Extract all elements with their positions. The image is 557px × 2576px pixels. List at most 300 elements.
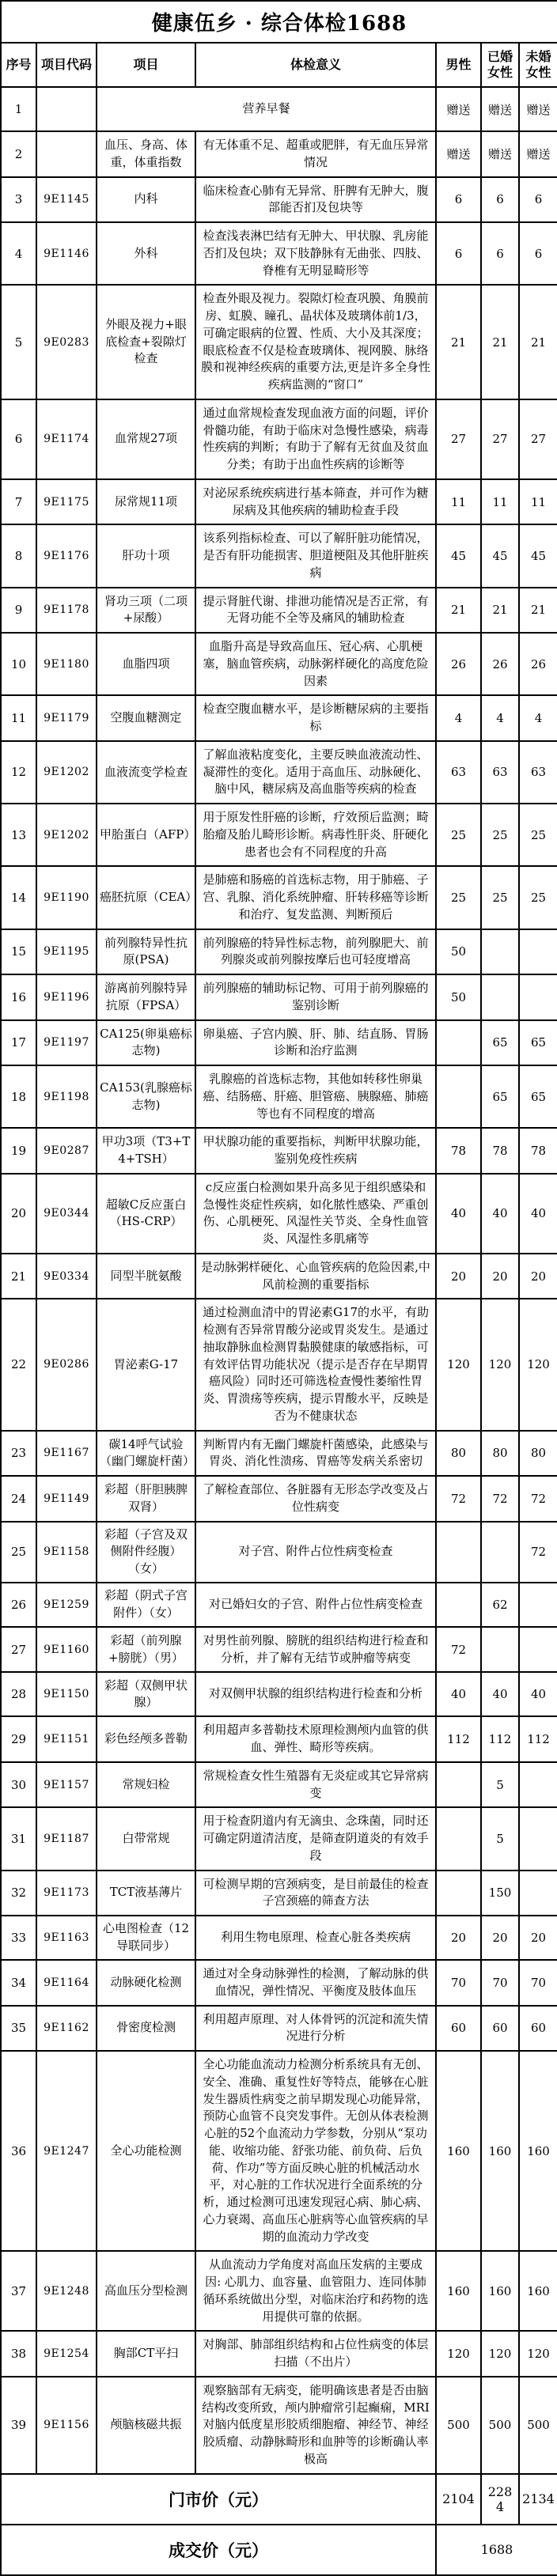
cell-price-married: 5 [481,1807,519,1870]
cell-price-male [436,1065,481,1128]
cell-serial: 33 [1,1916,36,1960]
cell-code: 9E1197 [36,1020,97,1066]
cell-item: 内科 [97,177,195,223]
cell-item: 肝功十项 [97,524,195,587]
cell-price-unmarried [519,1762,557,1808]
cell-meaning: 可检测早期的宫颈病变，是目前最佳的检查子宫颈癌的筛查方法 [195,1871,436,1916]
cell-serial: 25 [1,1522,36,1583]
table-row [1,1431,557,1477]
cell-serial: 14 [1,866,36,929]
cell-item: 骨密度检测 [97,2006,195,2052]
cell-meaning: 了解检查部位、各脏器有无形态学改变及占位性病变 [195,1476,436,1522]
cell-serial: 37 [1,2251,36,2331]
cell-price-unmarried: 65 [519,1065,557,1128]
cell-code: 9E1164 [36,1960,97,2006]
cell-item: 前列腺特异性抗原(PSA) [97,929,195,975]
cell-price-married: 65 [481,1065,519,1128]
cell-serial: 23 [1,1431,36,1477]
cell-price-male: 20 [436,1254,481,1299]
cell-price-unmarried: 160 [519,2251,557,2331]
cell-price-male: 26 [436,633,481,695]
cell-price-male: 60 [436,2006,481,2052]
cell-item: 尿常规11项 [97,479,195,525]
cell-code: 9E1167 [36,1431,97,1477]
cell-meaning: 通过对全身动脉弹性的检测，了解动脉的供血情况，弹性情况、平衡度及肢体血压 [195,1960,436,2006]
cell-code: 9E1149 [36,1476,97,1522]
cell-item: 彩色经颅多普勒 [97,1716,195,1762]
cell-serial: 15 [1,929,36,975]
cell-meaning: 对男性前列腺、膀胱的组织结构进行检查和分析，并了解有无结节或肿瘤等病变 [195,1627,436,1673]
cell-serial: 17 [1,1020,36,1066]
cell-meaning: 利用超声多普勒技术原理检测颅内血管的供血、弹性、畸形等疾病。 [195,1716,436,1762]
cell-meaning: 是动脉粥样硬化、心血管疾病的危险因素,中风前检测的重要指标 [195,1254,436,1299]
table-row [1,1807,557,1870]
cell-meaning: 对子宫、附件占位性病变检查 [195,1522,436,1583]
cell-item: 血液流变学检查 [97,741,195,804]
cell-item: 血常规27项 [97,399,195,479]
retail-price-married: 2284 [481,2474,519,2525]
cell-code: 9E1247 [36,2051,97,2251]
cell-code: 9E1202 [36,804,97,866]
cell-code: 9E0286 [36,1299,97,1430]
cell-meaning: 用于原发性肝癌的诊断，疗效预后监测；畸胎瘤及胎儿畸形诊断。病毒性肝炎、肝硬化患者也会有不同程度的升高 [195,804,436,866]
table-row [1,177,557,223]
cell-code: 9E1180 [36,633,97,695]
cell-code: 9E1151 [36,1716,97,1762]
cell-meaning: 提示肾脏代谢、排泄功能情况是否正常，有无肾功能不全等及痛风的辅助检查 [195,588,436,634]
cell-meaning: 甲状腺功能的重要指标，判断甲状腺功能，鉴别免疫性疾病 [195,1128,436,1174]
cell-price-unmarried: 120 [519,1299,557,1430]
cell-price-male: 72 [436,1627,481,1673]
header-row [1,43,557,87]
cell-meaning: 检查外眼及视力。裂隙灯检查巩膜、角膜前房、虹膜、瞳孔、晶状体及玻璃体前1/3，可确定眼病的位置、性质、大小及其深度；眼底检查不仅是检查玻璃体、视网膜、脉络膜和视神经疾病的重要方法,更是许多全身性疾病监测的“窗口” [195,285,436,399]
column-header-2: 项目 [97,43,195,87]
cell-code: 9E1175 [36,479,97,525]
cell-code: 9E1162 [36,2006,97,2052]
retail-price-unmarried: 2134 [519,2474,557,2525]
cell-price-married: 27 [481,399,519,479]
cell-price-married: 5 [481,1762,519,1808]
cell-price-unmarried: 25 [519,804,557,866]
cell-item: 碳14呼气试验（幽门螺旋杆菌） [97,1431,195,1477]
cell-price-male: 50 [436,929,481,975]
cell-code: 9E1174 [36,399,97,479]
cell-serial: 22 [1,1299,36,1430]
cell-price-unmarried [519,929,557,975]
cell-price-male: 6 [436,222,481,285]
cell-code: 9E0334 [36,1254,97,1299]
cell-price-male: 40 [436,1672,481,1716]
items-body [1,87,557,2474]
cell-price-male [436,1020,481,1066]
column-header-1: 项目代码 [36,43,97,87]
cell-price-unmarried: 20 [519,1916,557,1960]
page-title: 健康伍乡 · 综合体检1688 [1,1,557,43]
cell-serial: 8 [1,524,36,587]
cell-meaning: c反应蛋白检测如果升高多见于组织感染和急慢性炎症性疾病，如化脓性感染、严重创伤、心肌梗死、风湿性关节炎、全身性血管炎、风湿性多肌痛等 [195,1174,436,1254]
table-row [1,2051,557,2251]
cell-item: 白带常规 [97,1807,195,1870]
table-row [1,588,557,634]
cell-serial: 29 [1,1716,36,1762]
cell-item: 彩超（肝胆胰脾双肾） [97,1476,195,1522]
table-row [1,1960,557,2006]
cell-item: 彩超（阴式子宫附件）（女） [97,1583,195,1627]
cell-code: 9E1146 [36,222,97,285]
cell-code: 9E1173 [36,1871,97,1916]
cell-price-married: 25 [481,804,519,866]
cell-price-married: 70 [481,1960,519,2006]
cell-price-married [481,1627,519,1673]
cell-item: 甲功3项（T3+T4+TSH） [97,1128,195,1174]
cell-serial: 35 [1,2006,36,2052]
cell-price-unmarried: 40 [519,1174,557,1254]
cell-code: 9E1150 [36,1672,97,1716]
cell-price-male [436,1522,481,1583]
cell-serial: 7 [1,479,36,525]
cell-price-married: 120 [481,2331,519,2377]
table-row [1,2331,557,2377]
cell-price-male: 11 [436,479,481,525]
title-row [1,1,557,43]
cell-price-male: 72 [436,1476,481,1522]
retail-price-label: 门市价（元） [1,2474,436,2525]
cell-price-male: 4 [436,695,481,741]
cell-price-married: 21 [481,588,519,634]
cell-item: 外科 [97,222,195,285]
cell-price-married: 20 [481,1254,519,1299]
table-row [1,285,557,399]
cell-price-male: 25 [436,866,481,929]
cell-meaning: 对胸部、肺部组织结构和占位性病变的体层扫描（不出片） [195,2331,436,2377]
cell-price-male: 50 [436,974,481,1020]
cell-price-male: 78 [436,1128,481,1174]
cell-meaning: 利用生物电原理、检查心脏各类疾病 [195,1916,436,1960]
cell-serial: 26 [1,1583,36,1627]
cell-meaning: 血脂升高是导致高血压、冠心病、心肌梗塞，脑血管疾病，动脉粥样硬化的高度危险因素 [195,633,436,695]
table-row [1,695,557,741]
table-row [1,1762,557,1808]
cell-item: 血脂四项 [97,633,195,695]
cell-serial: 10 [1,633,36,695]
cell-code: 9E1190 [36,866,97,929]
cell-price-male: 70 [436,1960,481,2006]
cell-code: 9E1157 [36,1762,97,1808]
cell-item: 彩超（前列腺+膀胱）（男） [97,1627,195,1673]
cell-price-married: 72 [481,1476,519,1522]
cell-item: 胸部CT平扫 [97,2331,195,2377]
cell-item: 颅脑核磁共振 [97,2377,195,2474]
cell-price-unmarried [519,1627,557,1673]
cell-meaning: 是肺癌和肠癌的首选标志物，用于肺癌、子宫、乳腺、消化系统肿瘤、肝转移癌等诊断和治疗、复发监测、判断预后 [195,866,436,929]
cell-code: 9E0344 [36,1174,97,1254]
cell-item: 癌胚抗原（CEA） [97,866,195,929]
cell-price-unmarried: 27 [519,399,557,479]
cell-price-unmarried: 63 [519,741,557,804]
cell-meaning: 有无体重不足、超重或肥胖，有无血压异常情况 [195,131,436,177]
cell-code: 9E0287 [36,1128,97,1174]
deal-price-label: 成交价（元） [1,2525,436,2575]
cell-serial: 24 [1,1476,36,1522]
cell-code: 9E1259 [36,1583,97,1627]
cell-item: CA153(乳腺癌标志物) [97,1065,195,1128]
table-row [1,2251,557,2331]
cell-price-married: 赠送 [481,131,519,177]
table-row [1,399,557,479]
cell-code: 9E1187 [36,1807,97,1870]
table-row [1,2006,557,2052]
cell-price-married: 500 [481,2377,519,2474]
cell-price-married: 112 [481,1716,519,1762]
cell-item: 胃泌素G-17 [97,1299,195,1430]
cell-price-married: 20 [481,1916,519,1960]
cell-serial: 18 [1,1065,36,1128]
cell-price-male: 160 [436,2251,481,2331]
cell-item: 同型半胱氨酸 [97,1254,195,1299]
cell-meaning: 前列腺癌的特异性标志物，前列腺肥大、前列腺炎或前列腺按摩后也可轻度增高 [195,929,436,975]
cell-price-married: 80 [481,1431,519,1477]
column-header-5: 已婚女性 [481,43,519,87]
cell-meaning: 通过检测血清中的胃泌素G17的水平，有助检测有否异常胃酸分泌或胃炎发生。是通过抽取静脉血检测胃黏膜健康的敏感指标，可有效评估胃功能状况（提示是否存在早期胃癌风险）同时还可筛选检查慢性萎缩性胃炎、胃溃疡等疾病，提示胃酸水平，反映是否为不健康状态 [195,1299,436,1430]
cell-price-male: 27 [436,399,481,479]
cell-serial: 30 [1,1762,36,1808]
table-row [1,1065,557,1128]
cell-serial: 16 [1,974,36,1020]
cell-price-married: 6 [481,177,519,223]
table-row [1,1174,557,1254]
cell-price-married [481,929,519,975]
cell-code: 9E1195 [36,929,97,975]
cell-price-unmarried: 赠送 [519,131,557,177]
cell-item: 常规妇检 [97,1762,195,1808]
table-row [1,222,557,285]
cell-price-unmarried: 21 [519,285,557,399]
cell-price-male: 21 [436,588,481,634]
cell-price-unmarried: 4 [519,695,557,741]
cell-serial: 28 [1,1672,36,1716]
cell-code: 9E1202 [36,741,97,804]
table-row [1,804,557,866]
cell-price-unmarried: 21 [519,588,557,634]
cell-price-unmarried: 6 [519,177,557,223]
cell-price-married: 62 [481,1583,519,1627]
table-row [1,1871,557,1916]
cell-serial: 6 [1,399,36,479]
cell-price-unmarried: 70 [519,1960,557,2006]
table-row [1,1254,557,1299]
table-row [1,1716,557,1762]
cell-item: 空腹血糖测定 [97,695,195,741]
cell-price-unmarried [519,1807,557,1870]
cell-serial: 34 [1,1960,36,2006]
cell-serial: 31 [1,1807,36,1870]
cell-serial: 1 [1,87,36,131]
cell-item: 血压、身高、体重，体重指数 [97,131,195,177]
cell-code [36,131,97,177]
cell-serial: 4 [1,222,36,285]
table-row [1,1476,557,1522]
cell-meaning: 利用超声原理、对人体骨钙的沉淀和流失情况进行分析 [195,2006,436,2052]
cell-item: 动脉硬化检测 [97,1960,195,2006]
cell-price-unmarried: 11 [519,479,557,525]
cell-price-married: 60 [481,2006,519,2052]
cell-item: 甲胎蛋白（AFP） [97,804,195,866]
cell-item: 彩超（子宫及双侧附件经腹）（女） [97,1522,195,1583]
cell-meaning: 用于检查阴道内有无滴虫、念珠菌，同时还可确定阴道清洁度，是筛查阴道炎的有效手段 [195,1807,436,1870]
cell-price-married: 40 [481,1174,519,1254]
cell-price-unmarried: 120 [519,2331,557,2377]
table-row [1,1020,557,1066]
cell-item-meaning: 营养早餐 [97,87,436,131]
cell-serial: 19 [1,1128,36,1174]
cell-price-unmarried: 72 [519,1522,557,1583]
cell-price-married: 160 [481,2251,519,2331]
cell-code: 9E1198 [36,1065,97,1128]
cell-price-married: 25 [481,866,519,929]
table-row [1,1916,557,1960]
cell-code: 9E1156 [36,2377,97,2474]
table-row [1,1672,557,1716]
cell-price-male: 120 [436,2331,481,2377]
table-row [1,974,557,1020]
cell-price-married: 11 [481,479,519,525]
cell-item: 超敏C反应蛋白（HS-CRP） [97,1174,195,1254]
cell-serial: 3 [1,177,36,223]
cell-code: 9E1145 [36,177,97,223]
cell-code: 9E1178 [36,588,97,634]
cell-price-unmarried: 65 [519,1020,557,1066]
cell-code: 9E0283 [36,285,97,399]
table-row [1,741,557,804]
cell-price-male: 80 [436,1431,481,1477]
cell-item: 全心功能检测 [97,2051,195,2251]
cell-price-male: 500 [436,2377,481,2474]
cell-price-unmarried: 45 [519,524,557,587]
cell-code: 9E1254 [36,2331,97,2377]
cell-code: 9E1179 [36,695,97,741]
cell-meaning: 常规检查女性生殖器有无炎症或其它异常病变 [195,1762,436,1808]
cell-serial: 36 [1,2051,36,2251]
cell-meaning: 卵巢癌、子宫内膜、肝、肺、结直肠、胃肠诊断和治疗监测 [195,1020,436,1066]
cell-price-unmarried: 60 [519,2006,557,2052]
deal-price-value: 1688 [436,2525,557,2575]
column-header-3: 体检意义 [195,43,436,87]
retail-price-row [1,2474,557,2525]
cell-serial: 5 [1,285,36,399]
cell-price-married: 63 [481,741,519,804]
cell-meaning: 了解血液粘度变化，主要反映血液流动性、凝滞性的变化。适用于高血压、动脉硬化、脑中风，糖尿病及高血脂等疾病的检查 [195,741,436,804]
cell-code [36,87,97,131]
cell-meaning: 前列腺癌的辅助标记物、可用于前列腺癌的鉴别诊断 [195,974,436,1020]
cell-price-male: 6 [436,177,481,223]
cell-price-male: 21 [436,285,481,399]
table-row [1,1299,557,1430]
cell-meaning: 通过血常规检查发现血液方面的问题，评价骨髓功能，有助于临床对急慢性感染，病毒性疾病的判断；有助于了解有无贫血及贫血分类；有助于出血性疾病的诊断等 [195,399,436,479]
column-header-0: 序号 [1,43,36,87]
table-row [1,479,557,525]
cell-meaning: 对已婚妇女的子宫、附件占位性病变检查 [195,1583,436,1627]
table-row [1,1522,557,1583]
retail-price-male: 2104 [436,2474,481,2525]
table-row [1,1627,557,1673]
cell-price-unmarried [519,1871,557,1916]
cell-meaning: 临床检查心肺有无异常、肝脾有无肿大，腹部能否扪及包块等 [195,177,436,223]
cell-price-unmarried: 112 [519,1716,557,1762]
cell-price-unmarried [519,974,557,1020]
cell-serial: 32 [1,1871,36,1916]
cell-price-married: 160 [481,2051,519,2251]
cell-price-married: 21 [481,285,519,399]
table-row [1,1583,557,1627]
table-row [1,1128,557,1174]
cell-serial: 21 [1,1254,36,1299]
cell-code: 9E1176 [36,524,97,587]
cell-item: 彩超（双侧甲状腺） [97,1672,195,1716]
cell-price-male: 45 [436,524,481,587]
cell-code: 9E1196 [36,974,97,1020]
cell-price-male: 赠送 [436,131,481,177]
cell-price-married: 赠送 [481,87,519,131]
cell-serial: 11 [1,695,36,741]
cell-price-married [481,974,519,1020]
cell-code: 9E1248 [36,2251,97,2331]
cell-price-married: 6 [481,222,519,285]
cell-price-unmarried [519,1583,557,1627]
cell-serial: 12 [1,741,36,804]
cell-price-male [436,1762,481,1808]
column-header-4: 男性 [436,43,481,87]
cell-serial: 9 [1,588,36,634]
table-row [1,87,557,131]
cell-price-male: 120 [436,1299,481,1430]
cell-price-unmarried: 20 [519,1254,557,1299]
cell-price-married: 150 [481,1871,519,1916]
table-row [1,524,557,587]
cell-item: TCT液基薄片 [97,1871,195,1916]
cell-price-unmarried: 40 [519,1672,557,1716]
table-row [1,929,557,975]
cell-price-unmarried: 25 [519,866,557,929]
cell-price-married: 120 [481,1299,519,1430]
cell-price-married: 40 [481,1672,519,1716]
cell-price-unmarried: 78 [519,1128,557,1174]
cell-price-male: 40 [436,1174,481,1254]
cell-price-unmarried: 赠送 [519,87,557,131]
cell-item: 心电图检查（12导联同步） [97,1916,195,1960]
cell-price-unmarried: 80 [519,1431,557,1477]
table-row [1,2377,557,2474]
cell-serial: 39 [1,2377,36,2474]
cell-price-male [436,1583,481,1627]
cell-meaning: 全心功能血流动力检测分析系统具有无创、安全、准确、重复性好等特点，能够在心脏发生器质性病变之前早期发现心功能异常，预防心血管不良突发事件。无创从体表检测心脏的52个血流动力学参数，分别从“泵功能、收缩功能、舒张功能、前负荷、后负荷、作功”等方面反映心脏的机械活动水平，对心脏的工作状况进行全面系统的分析，通过检测可迅速发现冠心病、肺心病、心力衰竭、高血压心脏病等心血管疾病的早期的血流动力学改变 [195,2051,436,2251]
cell-price-married: 26 [481,633,519,695]
cell-serial: 27 [1,1627,36,1673]
cell-meaning: 检查空腹血糖水平，是诊断糖尿病的主要指标 [195,695,436,741]
cell-serial: 20 [1,1174,36,1254]
cell-price-married: 65 [481,1020,519,1066]
cell-price-male: 160 [436,2051,481,2251]
cell-price-male: 25 [436,804,481,866]
cell-meaning: 乳腺癌的首选标志物，其他如转移性卵巢癌、结肠癌、肝癌、胆管癌、胰腺癌、肺癌等也有不同程度的增高 [195,1065,436,1128]
cell-item: CA125(卵巢癌标志物) [97,1020,195,1066]
cell-price-male: 63 [436,741,481,804]
column-header-6: 未婚女性 [519,43,557,87]
cell-price-married: 78 [481,1128,519,1174]
cell-item: 游离前列腺特异抗原（FPSA） [97,974,195,1020]
cell-code: 9E1163 [36,1916,97,1960]
cell-price-married: 45 [481,524,519,587]
cell-serial: 38 [1,2331,36,2377]
